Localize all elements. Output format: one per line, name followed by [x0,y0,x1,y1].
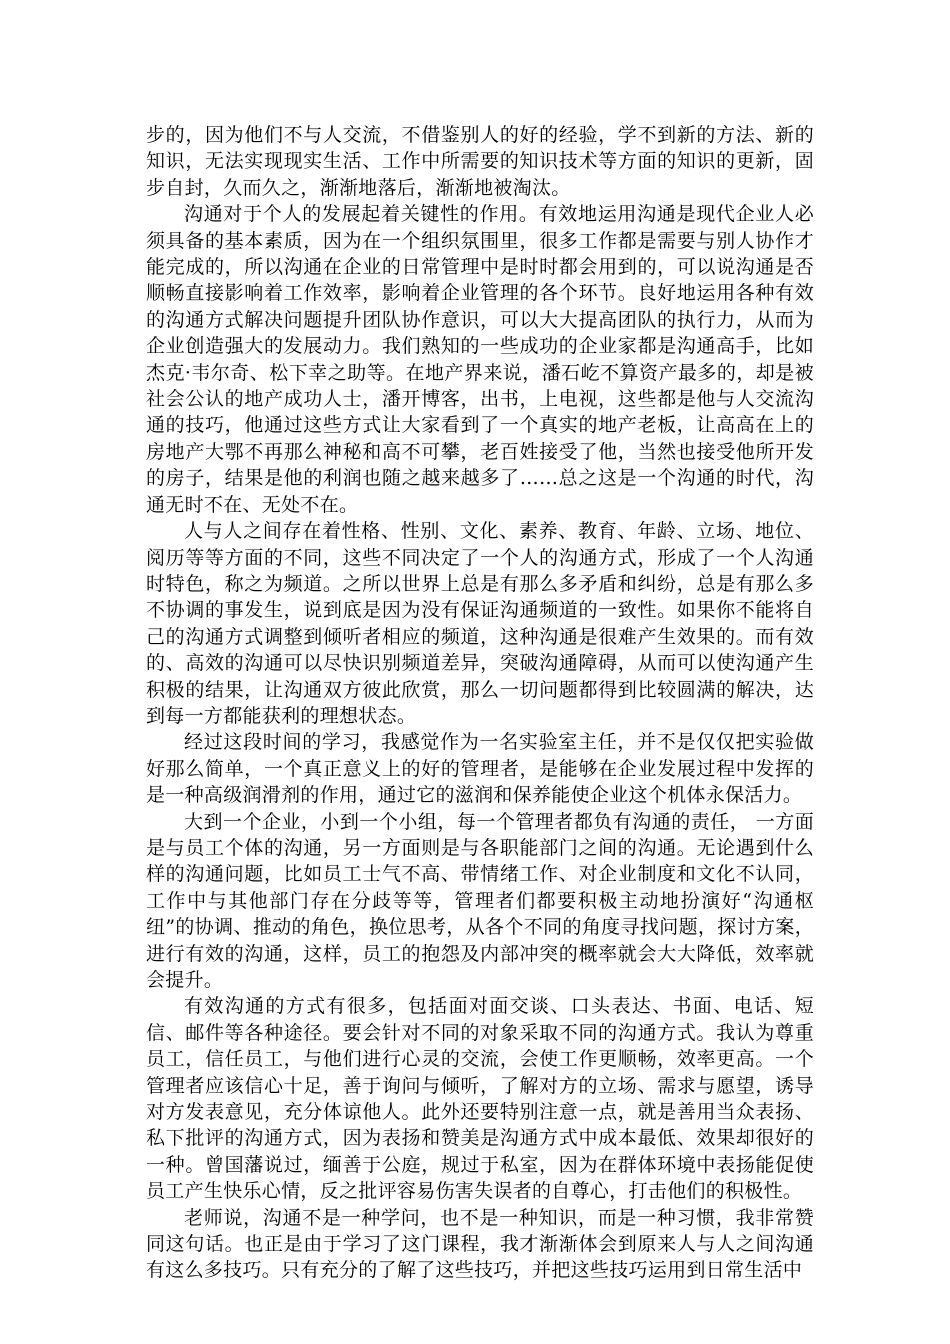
paragraph-7: 老师说，沟通不是一种学问，也不是一种知识，而是一种习惯，我非常赞同这句话。也正是由于学习了这门课程，我才渐渐体会到原来人与人之间沟通有这么多技巧。只有充分的了解了这些技巧，并把这些技巧运用到日常生活中 [146,1206,814,1282]
paragraph-1: 步的，因为他们不与人交流，不借鉴别人的好的经验，学不到新的方法、新的知识，无法实现现实生活、工作中所需要的知识技术等方面的知识的更新，固步自封，久而久之，渐渐地落后，渐渐地被淘汰。 [146,124,814,199]
paragraph-2: 沟通对于个人的发展起着关键性的作用。有效地运用沟通是现代企业人必须具备的基本素质，因为在一个组织氛围里，很多工作都是需要与别人协作才能完成的，所以沟通在企业的日常管理中是时时都会用到的，可以说沟通是否顺畅直接影响着工作效率，影响着企业管理的各个环节。良好地运用各种有效的沟通方式解决问题提升团队协作意识，可以大大提高团队的执行力，从而为企业创造强大的发展动力。我们熟知的一些成功的企业家都是沟通高手，比如杰克·韦尔奇、松下幸之助等。在地产界来说，潘石屹不算资产最多的，却是被社会公认的地产成功人士，潘开博客，出书，上电视，这些都是他与人交流沟通的技巧，他通过这些方式让大家看到了一个真实的地产老板，让高高在上的房地产大鄂不再那么神秘和高不可攀，老百姓接受了他，当然也接受他所开发的房子，结果是他的利润也随之越来越多了……总之这是一个沟通的时代，沟通无时不在、无处不在。 [146,203,814,516]
document-body [146,122,814,1284]
paragraph-4: 经过这段时间的学习，我感觉作为一名实验室主任，并不是仅仅把实验做好那么简单，一个真正意义上的好的管理者，是能够在企业发展过程中发挥的是一种高级润滑剂的作用，通过它的滋润和保养能使企业这个机体永保活力。 [146,731,814,807]
paragraph-6: 有效沟通的方式有很多，包括面对面交谈、口头表达、书面、电话、短信、邮件等各种途径。要会针对不同的对象采取不同的沟通方式。我认为尊重员工，信任员工，与他们进行心灵的交流，会使工作更顺畅，效率更高。一个管理者应该信心十足，善于询问与倾听，了解对方的立场、需求与愿望，诱导对方发表意见，充分体谅他人。此外还要特别注意一点，就是善用当众表扬、私下批评的沟通方式，因为表扬和赞美是沟通方式中成本最低、效果却很好的一种。曾国藩说过，缅善于公庭，规过于私室，因为在群体环境中表扬能促使员工产生快乐心情，反之批评容易伤害失误者的自尊心，打击他们的积极性。 [146,995,814,1203]
paragraph-3: 人与人之间存在着性格、性别、文化、素养、教育、年龄、立场、地位、阅历等等方面的不同，这些不同决定了一个人的沟通方式，形成了一个人沟通时特色，称之为频道。之所以世界上总是有那么多矛盾和纠纷，总是有那么多不协调的事发生，说到底是因为没有保证沟通频道的一致性。如果你不能将自己的沟通方式调整到倾听者相应的频道，这种沟通是很难产生效果的。而有效的、高效的沟通可以尽快识别频道差异，突破沟通障碍，从而可以使沟通产生积极的结果，让沟通双方彼此欣赏，那么一切问题都得到比较圆满的解决，达到每一方都能获利的理想状态。 [146,520,814,727]
paragraph-5: 大到一个企业，小到一个小组，每一个管理者都负有沟通的责任， 一方面是与员工个体的沟通，另一方面则是与各职能部门之间的沟通。无论遇到什么样的沟通问题，比如员工士气不高、带情绪工作、对企业制度和文化不认同，工作中与其他部门存在分歧等等，管理者们都要积极主动地扮演好“沟通枢纽”的协调、推动的角色，换位思考，从各个不同的角度寻找问题，探讨方案，进行有效的沟通，这样，员工的抱怨及内部冲突的概率就会大大降低，效率就会提升。 [146,810,814,991]
